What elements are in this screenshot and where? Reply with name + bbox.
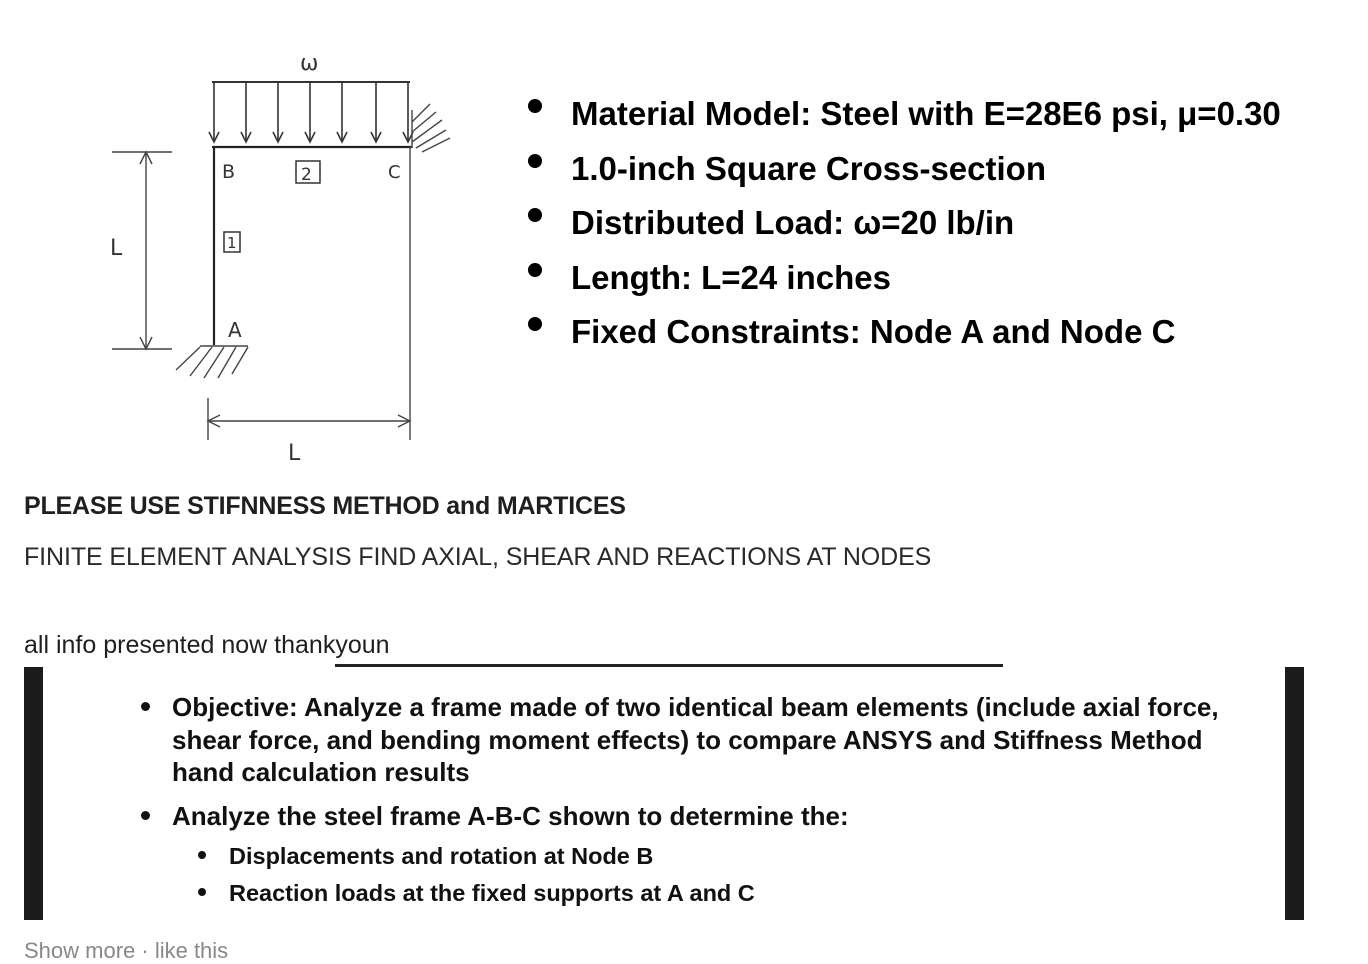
node-a-label: A (228, 318, 242, 342)
element-2-label: 2 (301, 165, 312, 185)
bullet-icon (198, 888, 206, 896)
bullet-icon (528, 99, 542, 113)
footer-cut-text: Show more · like this (24, 938, 229, 963)
node-b-label: B (222, 161, 236, 183)
spec-text: Material Model: Steel with E=28E6 psi, μ=0.30 (571, 95, 1281, 132)
spec-text: Distributed Load: ω=20 lb/in (571, 204, 1015, 241)
spec-item (528, 256, 1281, 311)
node-c-label: C (388, 162, 401, 183)
analyze-sub-list (172, 838, 1219, 912)
frame-diagram (80, 40, 480, 470)
spec-item (528, 147, 1281, 202)
bullet-icon (528, 208, 542, 222)
bullet-icon (528, 263, 542, 277)
objective-text: Objective: Analyze a frame made of two identical beam elements (include axial force, shear force, and bending moment effects) to compare ANSYS and Stiffness Method hand calculation results (172, 692, 1219, 787)
dim-horizontal-label: L (288, 441, 301, 466)
sub-item (196, 838, 1219, 875)
question-subline: FINITE ELEMENT ANALYSIS FIND AXIAL, SHEAR AND REACTIONS AT NODES (24, 543, 932, 571)
analyze-item (139, 800, 1219, 913)
bullet-icon (141, 702, 150, 711)
frame-sketch-svg (80, 40, 480, 470)
horizontal-dimension (208, 398, 410, 440)
spec-text: Length: L=24 inches (571, 258, 891, 296)
spec-item (528, 92, 1281, 147)
question-note: all info presented now thankyoun (24, 631, 390, 659)
pasted-objectives-image (24, 667, 1304, 920)
spec-text: Fixed Constraints: Node A and Node C (571, 313, 1176, 350)
spec-list (528, 92, 1281, 365)
objective-list (139, 691, 1219, 912)
objective-item (139, 691, 1219, 789)
load-arrows (209, 82, 413, 142)
spec-text: 1.0-inch Square Cross-section (571, 149, 1046, 187)
spec-item (528, 310, 1281, 365)
element-1-label: 1 (227, 234, 237, 252)
support-a-hatch (176, 346, 248, 378)
bullet-icon (528, 317, 542, 331)
dim-vertical-label: L (110, 236, 123, 261)
bullet-icon (198, 851, 206, 859)
bullet-icon (528, 154, 542, 168)
sub-item (196, 875, 1219, 912)
question-headline: PLEASE USE STIFNNESS METHOD and MARTICES (24, 492, 626, 520)
load-label: ω (300, 51, 319, 76)
sub-item-text: Displacements and rotation at Node B (229, 843, 654, 869)
analyze-text: Analyze the steel frame A-B-C shown to determine the: (172, 800, 849, 831)
bullet-icon (141, 811, 150, 820)
support-c-hatch (412, 104, 450, 152)
sub-item-text: Reaction loads at the fixed supports at A and C (229, 880, 755, 906)
spec-item (528, 201, 1281, 256)
